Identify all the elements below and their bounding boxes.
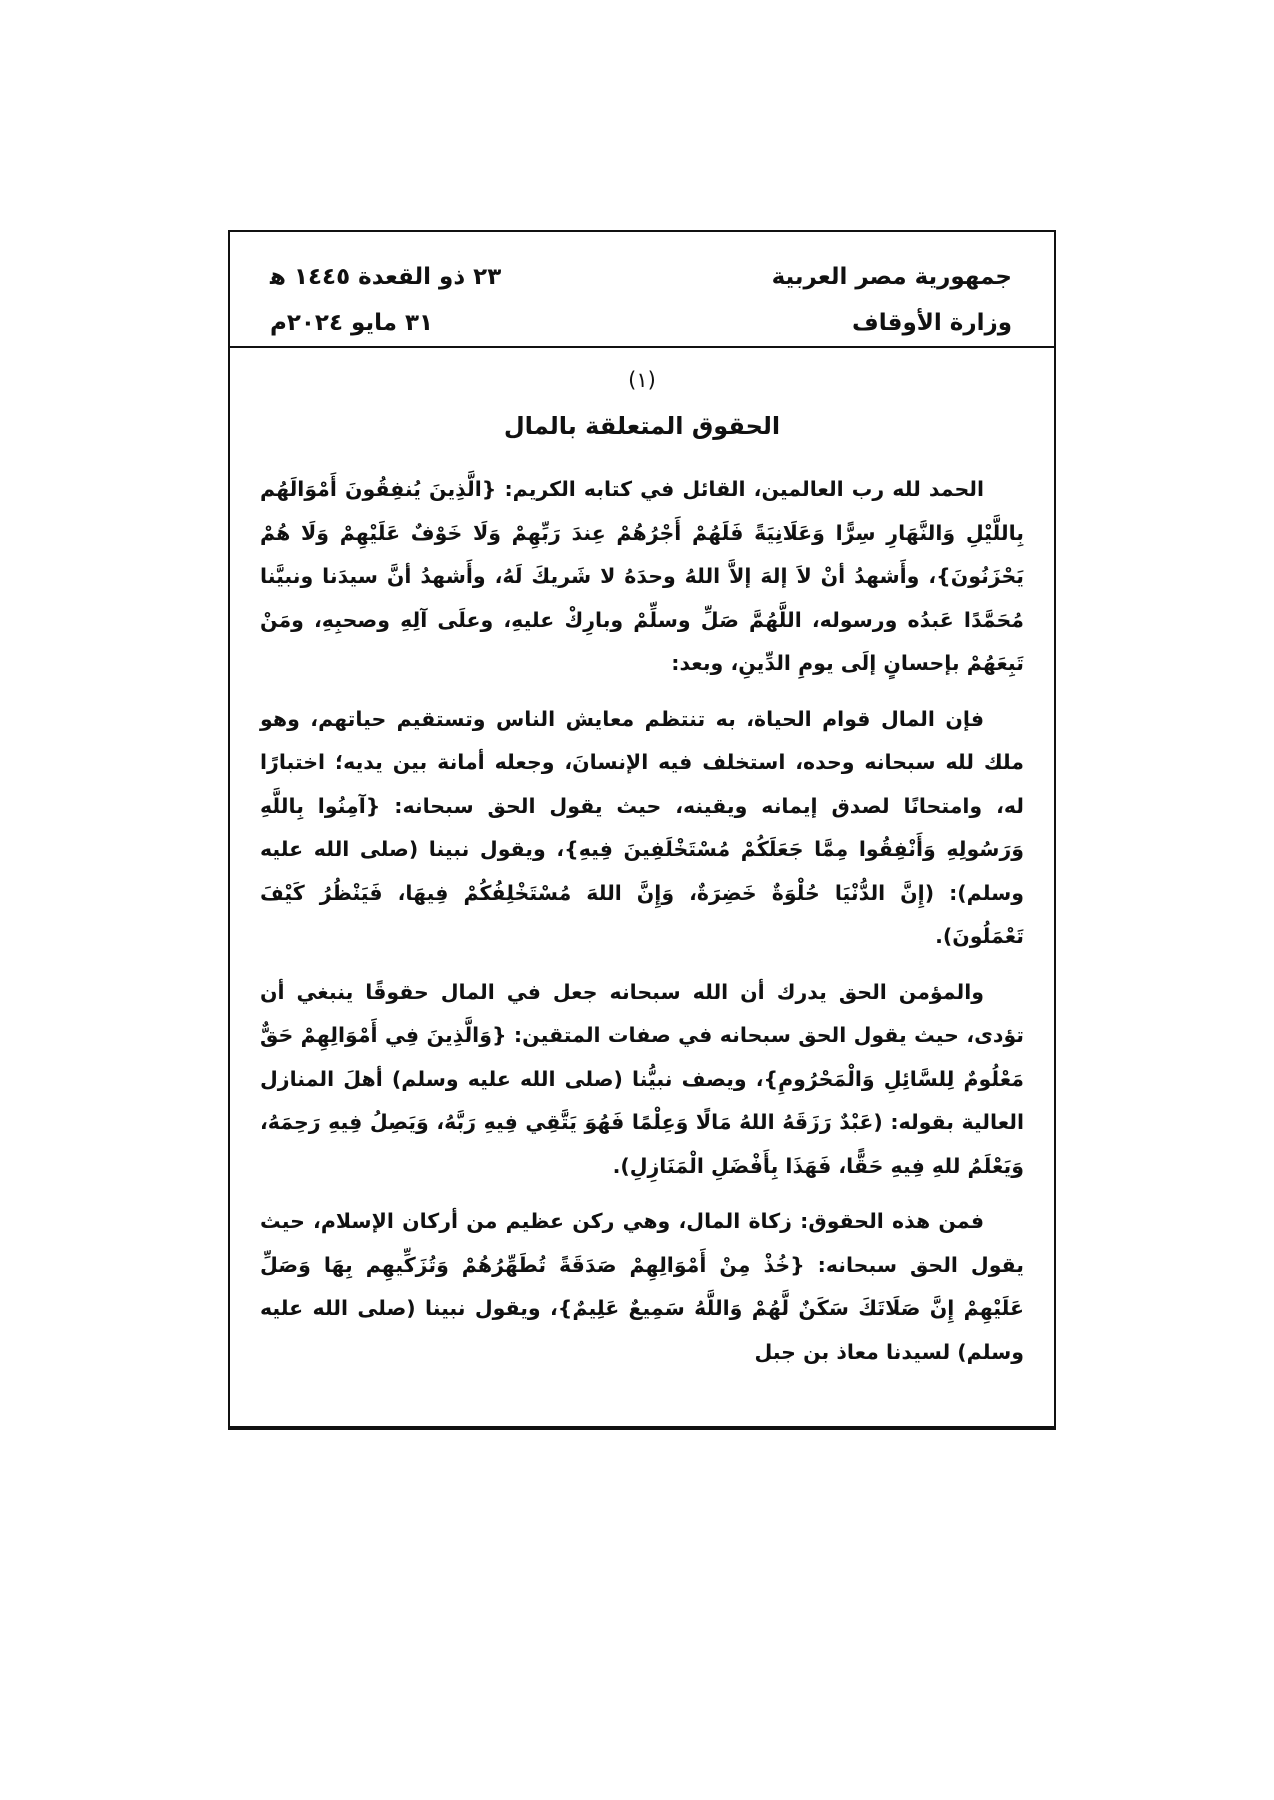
paragraph: فمن هذه الحقوق: زكاة المال، وهي ركن عظيم من أركان الإسلام، حيث يقول الحق سبحانه: {خُذْ مِنْ أَمْوَالِهِمْ صَدَقَةً تُطَهِّرُهُمْ وَتُزَكِّيهِم بِهَا وَصَلِّ عَلَيْهِمْ إِنَّ صَلَاتَكَ سَكَنٌ لَّهُمْ وَاللَّهُ سَمِيعٌ عَلِيمٌ}، ويقول نبينا (صلى الله عليه وسلم) لسيدنا معاذ بن جبل bbox=[260, 1209, 1024, 1364]
issuer-block bbox=[772, 254, 1012, 346]
country-name: جمهورية مصر العربية bbox=[771, 264, 1012, 290]
document-header bbox=[230, 232, 1054, 348]
paragraph: فإن المال قوام الحياة، به تنتظم معايش الناس وتستقيم حياتهم، وهو ملك لله سبحانه وحده، استخلف فيه الإنسانَ، وجعله أمانة بين يديه؛ اختبارًا له، وامتحانًا لصدق إيمانه ويقينه، حيث يقول الحق سبحانه: {آمِنُوا بِاللَّهِ وَرَسُولِهِ وَأَنْفِقُوا مِمَّا جَعَلَكُمْ مُسْتَخْلَفِينَ فِيهِ}، ويقول نبينا (صلى الله عليه وسلم): (إِنَّ الدُّنْيَا حُلْوَةٌ خَضِرَةٌ، وَإِنَّ اللهَ مُسْتَخْلِفُكُمْ فِيهَا، فَيَنْظُرُ كَيْفَ تَعْمَلُونَ). bbox=[260, 706, 1024, 948]
paragraph: الحمد لله رب العالمين، القائل في كتابه الكريم: {الَّذِينَ يُنفِقُونَ أَمْوَالَهُم بِاللَّيْلِ وَالنَّهَارِ سِرًّا وَعَلَانِيَةً فَلَهُمْ أَجْرُهُمْ عِندَ رَبِّهِمْ وَلَا خَوْفٌ عَلَيْهِمْ وَلَا هُمْ يَحْزَنُونَ}، وأَشهدُ أنْ لاَ إلهَ إلاَّ اللهُ وحدَهُ لا شَريكَ لَهُ، وأَشهدُ أنَّ سيدَنا ونبيَّنا مُحَمَّدًا عَبدُه ورسوله، اللَّهُمَّ صَلِّ وسلِّمْ وبارِكْ عليهِ، وعلَى آلِهِ وصحبِهِ، ومَنْ تَبِعَهُمْ بإحسانٍ إلَى يومِ الدِّينِ، وبعد: bbox=[260, 477, 1024, 675]
date-block bbox=[270, 254, 501, 346]
page-number: (١) bbox=[628, 368, 656, 392]
ministry-name: وزارة الأوقاف bbox=[852, 310, 1012, 336]
document-frame bbox=[228, 230, 1056, 1430]
hijri-date: ٢٣ ذو القعدة ١٤٤٥ ﻫ bbox=[270, 264, 502, 290]
page-title: الحقوق المتعلقة بالمال bbox=[503, 412, 781, 440]
gregorian-date: ٣١ مايو ٢٠٢٤م bbox=[270, 310, 434, 336]
paragraph: والمؤمن الحق يدرك أن الله سبحانه جعل في المال حقوقًا ينبغي أن تؤدى، حيث يقول الحق سبحانه في صفات المتقين: {وَالَّذِينَ فِي أَمْوَالِهِمْ حَقٌّ مَعْلُومٌ لِلسَّائِلِ وَالْمَحْرُومِ}، ويصف نبيُّنا (صلى الله عليه وسلم) أهلَ المنازل العالية بقوله: (عَبْدٌ رَزَقَهُ اللهُ مَالًا وَعِلْمًا فَهُوَ يَتَّقِي فِيهِ رَبَّهُ، وَيَصِلُ فِيهِ رَحِمَهُ، وَيَعْلَمُ للهِ فِيهِ حَقًّا، فَهَذَا بِأَفْضَلِ الْمَنَازِلِ). bbox=[260, 979, 1024, 1178]
document-body bbox=[230, 348, 1054, 1374]
